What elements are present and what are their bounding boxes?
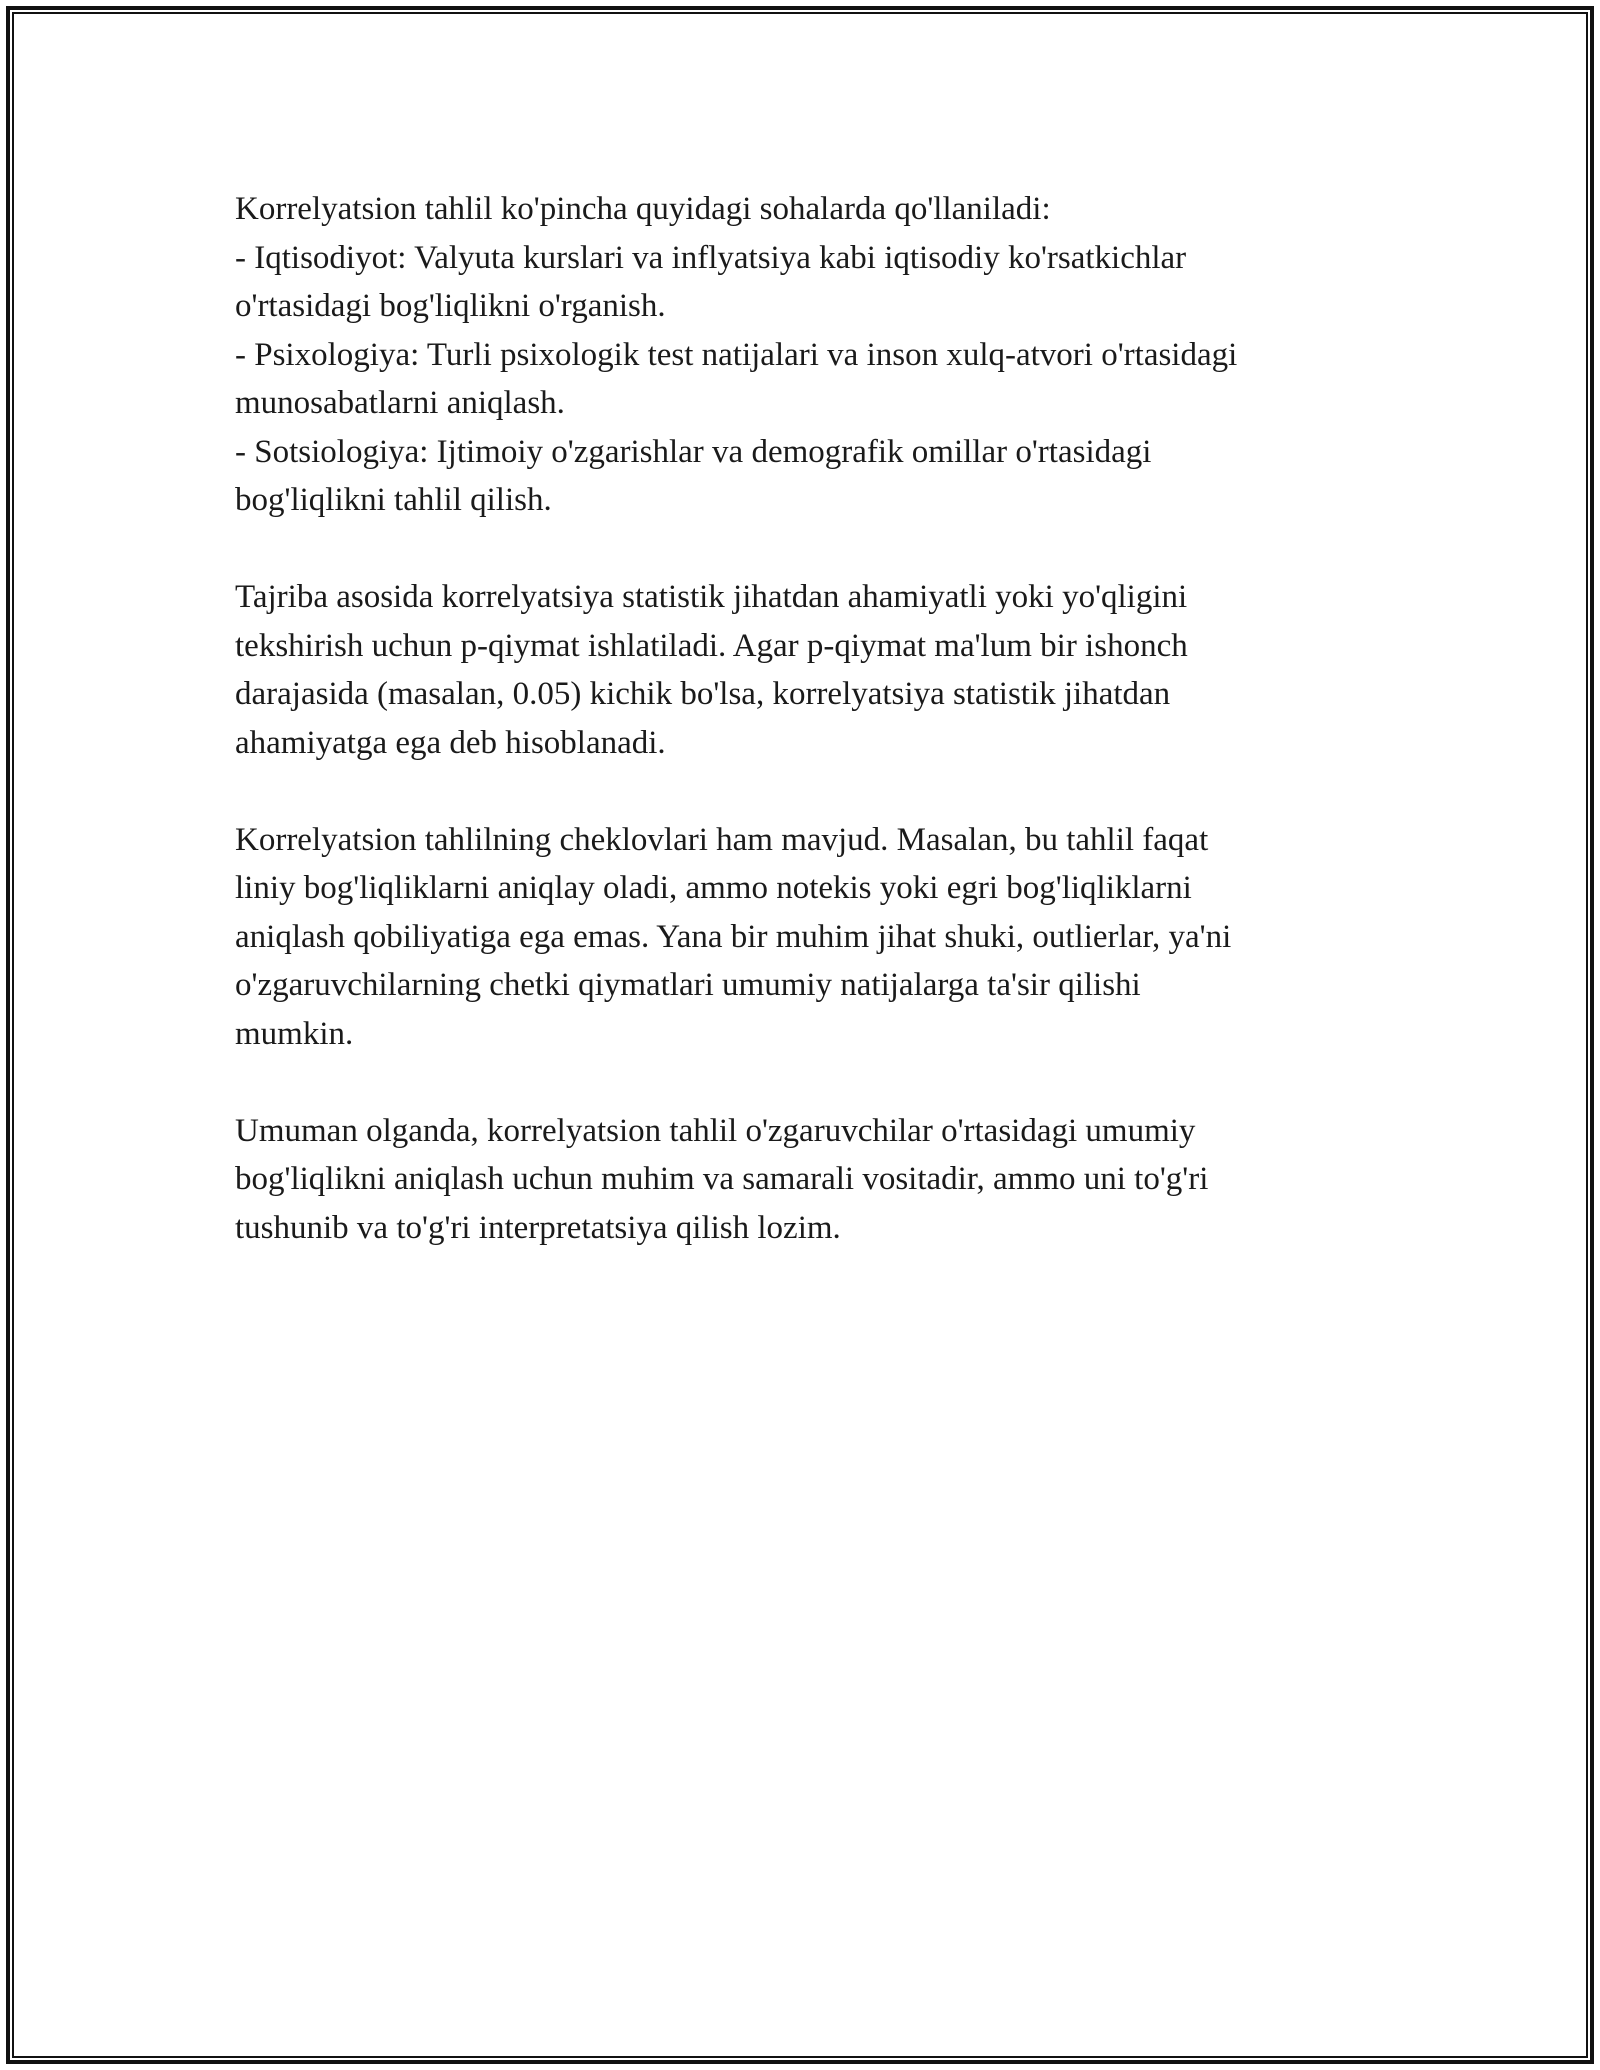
paragraph-p-value — [235, 573, 1395, 767]
text-line: - Sotsiologiya: Ijtimoiy o'zgarishlar va demografik omillar o'rtasidagi — [235, 433, 1152, 470]
text-line: o'rtasidagi bog'liqlikni o'rganish. — [235, 288, 666, 324]
text-line: - Iqtisodiyot: Valyuta kurslari va inflyatsiya kabi iqtisodiy ko'rsatkichlar — [235, 239, 1187, 276]
text-line: aniqlash qobiliyatiga ega emas. Yana bir muhim jihat shuki, outlierlar, ya'ni — [235, 918, 1232, 955]
text-line: ahamiyatga ega deb hisoblanadi. — [235, 724, 666, 761]
text-line: Umuman olganda, korrelyatsion tahlil o'zgaruvchilar o'rtasidagi umumiy — [235, 1112, 1196, 1149]
text-line: bog'liqlikni aniqlash uchun muhim va samarali vositadir, ammo uni to'g'ri — [235, 1161, 1209, 1197]
text-line: Korrelyatsion tahlil ko'pincha quyidagi sohalarda qo'llaniladi: — [235, 191, 1051, 227]
text-line: darajasida (masalan, 0.05) kichik bo'lsa, korrelyatsiya statistik jihatdan — [235, 676, 1171, 712]
text-line: - Psixologiya: Turli psixologik test natijalari va inson xulq-atvori o'rtasidagi — [235, 336, 1238, 373]
text-line: tushunib va to'g'ri interpretatsiya qilish lozim. — [235, 1209, 841, 1246]
paragraph-conclusion — [235, 1107, 1395, 1253]
text-line: o'zgaruvchilarning chetki qiymatlari umumiy natijalarga ta'sir qilishi — [235, 967, 1141, 1003]
paragraph-applications — [235, 185, 1395, 525]
text-line: Korrelyatsion tahlilning cheklovlari ham mavjud. Masalan, bu tahlil faqat — [235, 821, 1209, 858]
text-line: liniy bog'liqliklarni aniqlay oladi, ammo notekis yoki egri bog'liqliklarni — [235, 870, 1192, 906]
text-line: munosabatlarni aniqlash. — [235, 385, 565, 421]
document-body — [235, 185, 1395, 1301]
text-line: tekshirish uchun p-qiymat ishlatiladi. Agar p-qiymat ma'lum bir ishonch — [235, 627, 1188, 664]
text-line: mumkin. — [235, 1015, 354, 1052]
text-line: bog'liqlikni tahlil qilish. — [235, 482, 552, 518]
paragraph-limitations — [235, 816, 1395, 1059]
text-line: Tajriba asosida korrelyatsiya statistik jihatdan ahamiyatli yoki yo'qligini — [235, 579, 1188, 615]
